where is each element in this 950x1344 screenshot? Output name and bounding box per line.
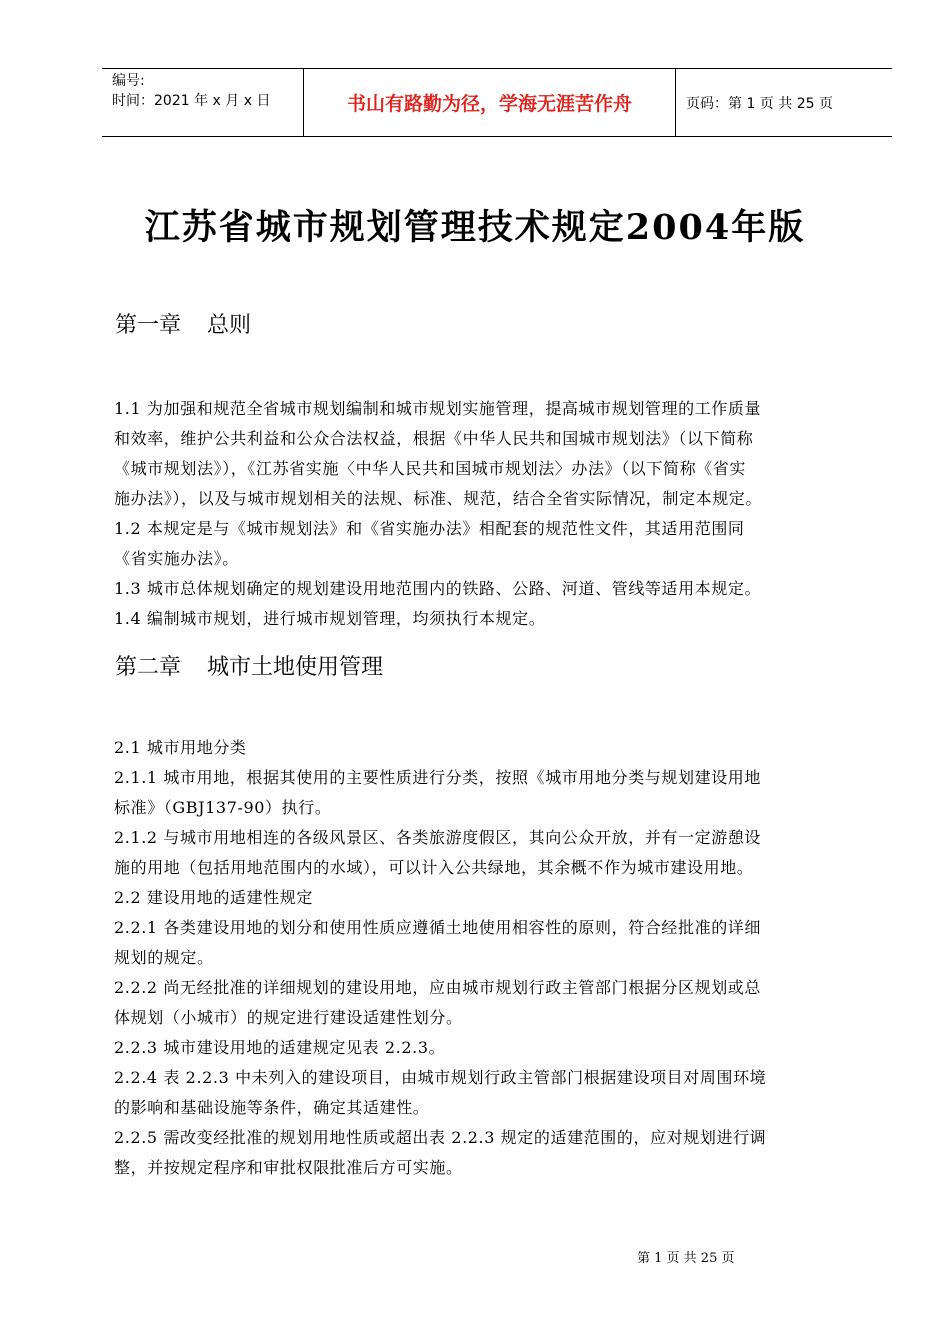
chapter-1-number: 第一章 xyxy=(115,313,182,338)
paragraph-line: 1.2 本规定是与《城市规划法》和《省实施办法》相配套的规范性文件，其适用范围同 xyxy=(114,519,745,538)
chapter-2-body xyxy=(114,733,874,1183)
paragraph-line: 施的用地（包括用地范围内的水域），可以计入公共绿地，其余概不作为城市建设用地。 xyxy=(114,858,754,877)
chapter-1-heading xyxy=(115,308,251,339)
page-info: 页码：第 1 页 共 25 页 xyxy=(686,95,833,112)
paragraph-line: 和效率，维护公共利益和公众合法权益，根据《中华人民共和国城市规划法》（以下简称 xyxy=(114,429,754,448)
paragraph-line: 整，并按规定程序和审批权限批准后方可实施。 xyxy=(114,1158,463,1177)
header-left-cell xyxy=(102,69,304,136)
paragraph-line: 施办法》），以及与城市规划相关的法规、标准、规范，结合全省实际情况，制定本规定。 xyxy=(114,489,763,508)
paragraph-line: 2.2.5 需改变经批准的规划用地性质或超出表 2.2.3 规定的适建范围的，应对规划进行调 xyxy=(114,1128,767,1147)
paragraph-line: 《城市规划法》），《江苏省实施〈中华人民共和国城市规划法〉办法》（以下简称《省实 xyxy=(114,459,747,478)
paragraph-line: 1.1 为加强和规范全省城市规划编制和城市规划实施管理，提高城市规划管理的工作质量 xyxy=(114,399,762,418)
paragraph-line: 2.1.1 城市用地，根据其使用的主要性质进行分类，按照《城市用地分类与规划建设用地 xyxy=(114,768,761,787)
paragraph-line: 规划的规定。 xyxy=(114,948,214,967)
paragraph-line: 2.2 建设用地的适建性规定 xyxy=(114,888,313,907)
paragraph-line: 1.3 城市总体规划确定的规划建设用地范围内的铁路、公路、河道、管线等适用本规定。 xyxy=(114,579,762,598)
time-label: 时间：2021 年 x 月 x 日 xyxy=(112,93,271,109)
paragraph-line: 2.2.4 表 2.2.3 中未列入的建设项目，由城市规划行政主管部门根据建设项目对周围环境 xyxy=(114,1068,767,1087)
chapter-2-heading xyxy=(115,650,383,681)
document-title: 江苏省城市规划管理技术规定2004年版 xyxy=(144,207,806,248)
motto: 书山有路勤为径，学海无涯苦作舟 xyxy=(304,69,676,136)
chapter-1-name: 总则 xyxy=(207,313,252,338)
chapter-1-body xyxy=(114,394,874,634)
paragraph-line: 《省实施办法》。 xyxy=(114,549,239,568)
paragraph-line: 2.2.1 各类建设用地的划分和使用性质应遵循土地使用相容性的原则，符合经批准的详细 xyxy=(114,918,761,937)
number-label: 编号: xyxy=(112,73,145,89)
paragraph-line: 2.2.2 尚无经批准的详细规划的建设用地，应由城市规划行政主管部门根据分区规划或总 xyxy=(114,978,761,997)
paragraph-line: 2.1.2 与城市用地相连的各级风景区、各类旅游度假区，其向公众开放，并有一定游憩设 xyxy=(114,828,761,847)
chapter-2-name: 城市土地使用管理 xyxy=(207,655,384,680)
chapter-2-number: 第二章 xyxy=(115,655,182,680)
paragraph-line: 2.1 城市用地分类 xyxy=(114,738,247,757)
footer-page-number: 第 1 页 共 25 页 xyxy=(637,1251,735,1266)
paragraph-line: 2.2.3 城市建设用地的适建规定见表 2.2.3。 xyxy=(114,1038,446,1057)
paragraph-line: 标准》（GBJ137-90）执行。 xyxy=(114,798,332,817)
paragraph-line: 的影响和基础设施等条件，确定其适建性。 xyxy=(114,1098,430,1117)
paragraph-line: 1.4 编制城市规划，进行城市规划管理，均须执行本规定。 xyxy=(114,609,546,628)
header-table xyxy=(102,68,892,137)
paragraph-line: 体规划（小城市）的规定进行建设适建性划分。 xyxy=(114,1008,463,1027)
